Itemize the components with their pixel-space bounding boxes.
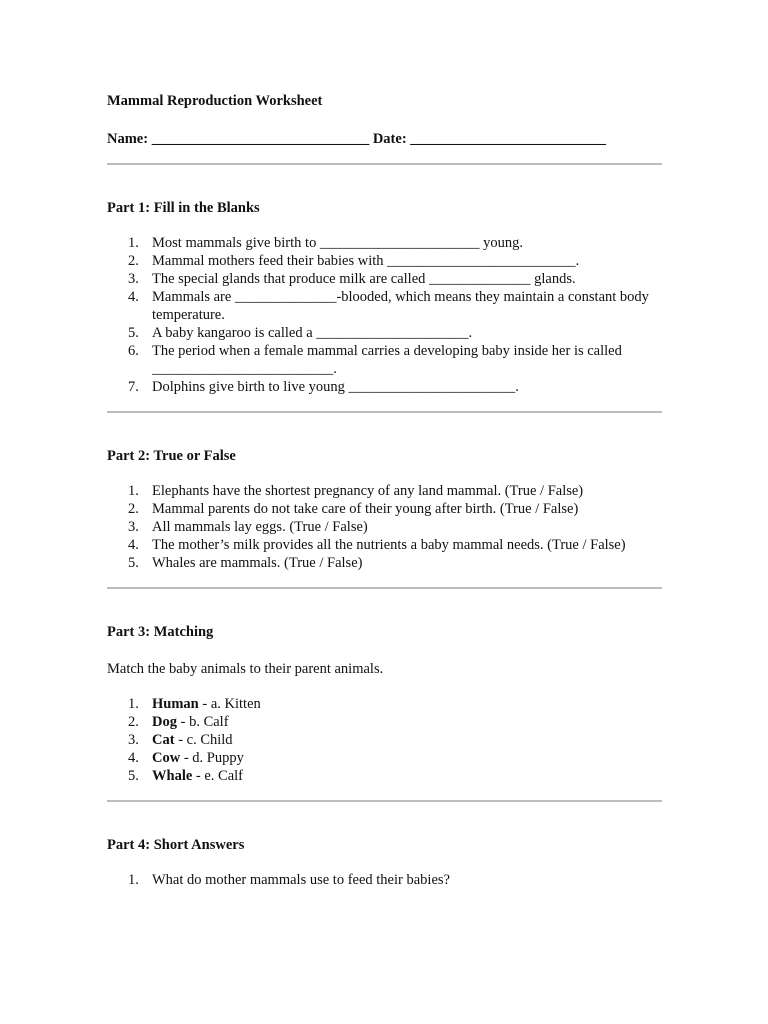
divider	[107, 411, 662, 413]
part2-heading: Part 2: True or False	[107, 448, 236, 464]
part3-intro: Match the baby animals to their parent animals.	[107, 661, 384, 677]
list-item: 3. All mammals lay eggs. (True / False)	[128, 519, 368, 535]
worksheet	[107, 92, 662, 889]
part1-list	[107, 234, 662, 396]
divider	[107, 587, 662, 589]
part3-list	[107, 695, 662, 785]
list-item: 2. Dog - b. Calf	[128, 714, 229, 730]
list-item: 4. Cow - d. Puppy	[128, 750, 244, 766]
part3-heading: Part 3: Matching	[107, 624, 214, 640]
name-blank: ______________________________	[151, 131, 370, 147]
part4-heading: Part 4: Short Answers	[107, 837, 245, 853]
name-label: Name:	[107, 131, 149, 147]
list-item: 1. Human - a. Kitten	[128, 696, 261, 712]
list-item: 6. The period when a female mammal carries a developing baby inside her is called _________________________.	[128, 343, 622, 377]
date-blank: ___________________________	[410, 131, 607, 147]
divider	[107, 163, 662, 165]
worksheet-title: Mammal Reproduction Worksheet	[107, 93, 323, 109]
list-item: 5. Whales are mammals. (True / False)	[128, 555, 363, 571]
list-item: 4. Mammals are ______________-blooded, which means they maintain a constant body temperature.	[128, 289, 649, 323]
list-item: 3. The special glands that produce milk are called ______________ glands.	[128, 271, 576, 287]
part2-list	[107, 482, 662, 572]
list-item: 7. Dolphins give birth to live young _______________________.	[128, 379, 519, 395]
divider	[107, 800, 662, 802]
list-item: 4. The mother’s milk provides all the nutrients a baby mammal needs. (True / False)	[128, 537, 626, 553]
name-date-line	[107, 130, 662, 148]
part4-list	[107, 871, 662, 889]
date-label: Date:	[372, 131, 407, 147]
list-item: 1. Most mammals give birth to ______________________ young.	[128, 235, 523, 251]
list-item: 5. Whale - e. Calf	[128, 768, 244, 784]
part1-heading: Part 1: Fill in the Blanks	[107, 200, 260, 216]
list-item: 2. Mammal parents do not take care of their young after birth. (True / False)	[128, 501, 579, 517]
list-item: 1. Elephants have the shortest pregnancy of any land mammal. (True / False)	[128, 483, 584, 499]
list-item: 1. What do mother mammals use to feed their babies?	[128, 872, 450, 888]
list-item: 2. Mammal mothers feed their babies with __________________________.	[128, 253, 580, 269]
list-item: 3. Cat - c. Child	[128, 732, 233, 748]
list-item: 5. A baby kangaroo is called a _____________________.	[128, 325, 473, 341]
